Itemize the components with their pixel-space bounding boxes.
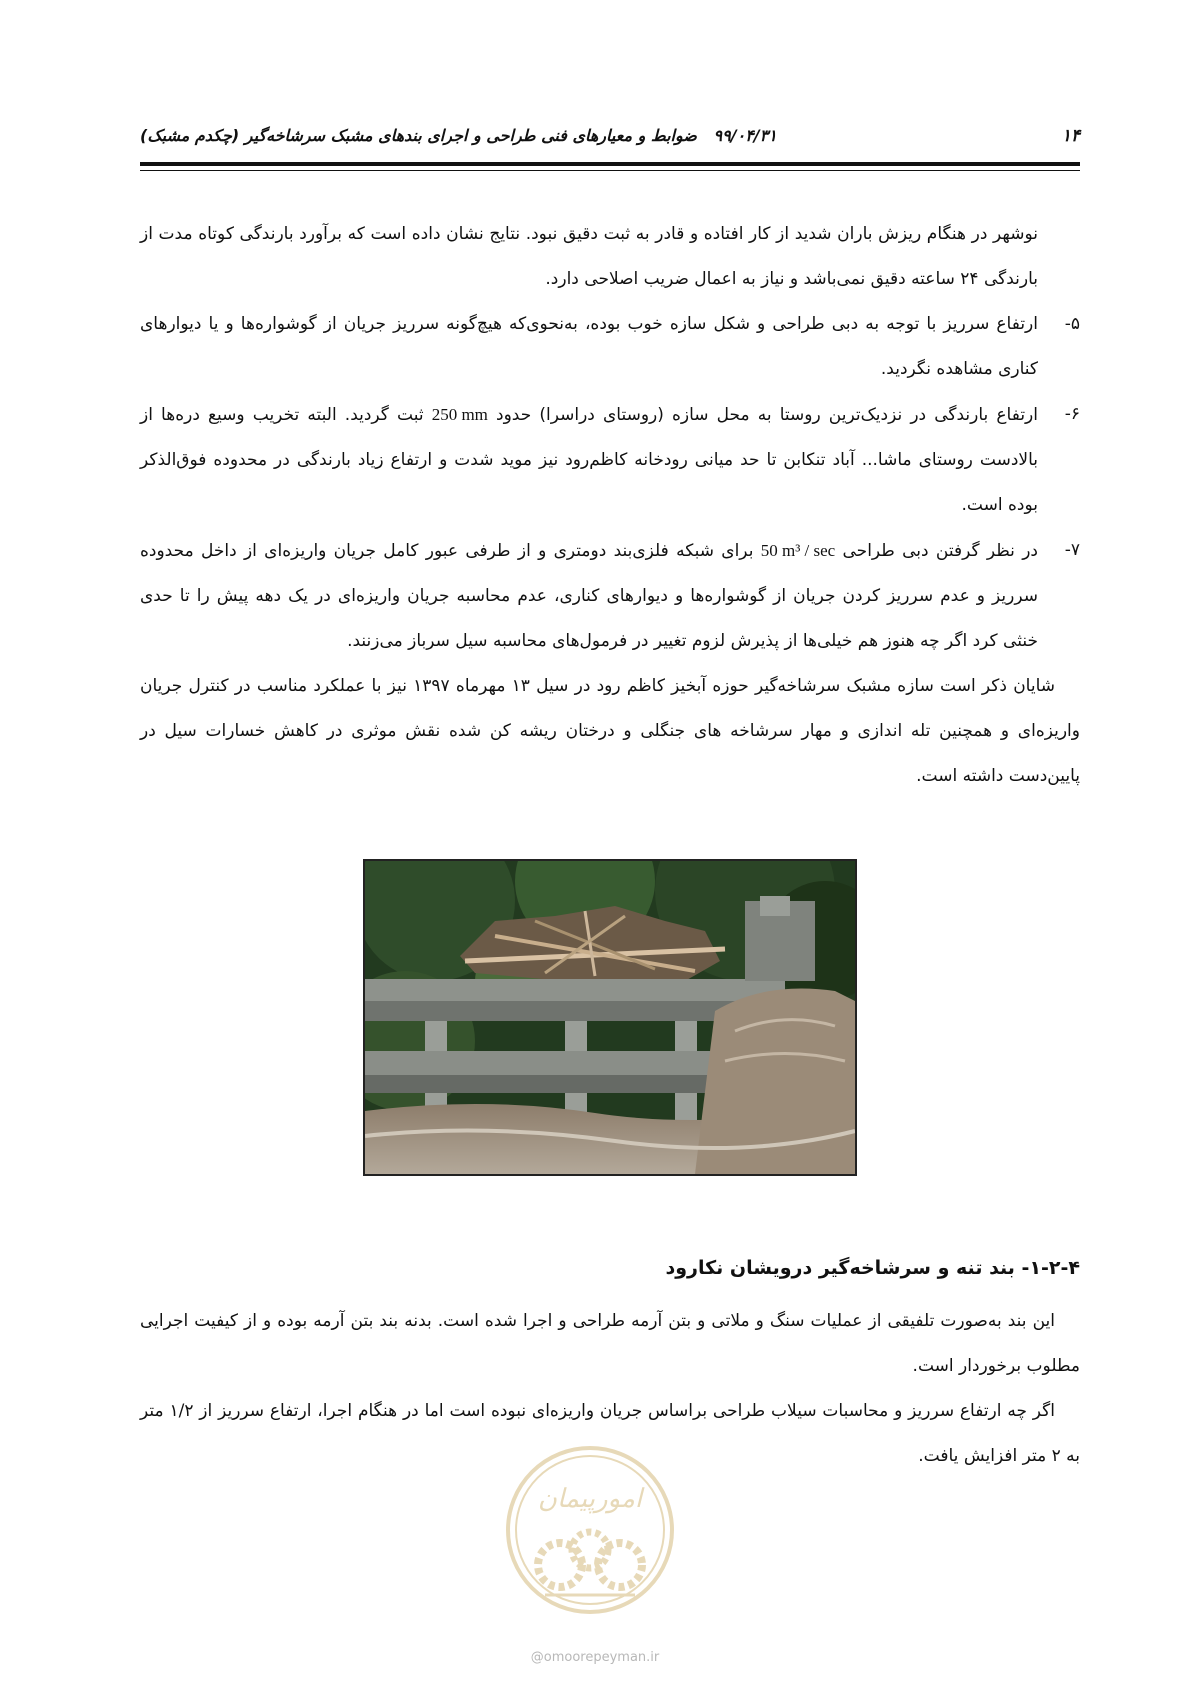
list-item-text: ارتفاع سرریز با توجه به دبی طراحی و شکل سازه خوب بوده، به‌نحوی‌که هیچ‌گونه سرریز جریان از گوشواره‌ها و یا دیوارهای کناری مشاهده نگردید.	[140, 314, 1038, 379]
section-paragraph-2: اگر چه ارتفاع سرریز و محاسبات سیلاب طراحی براساس جریان واریزه‌ای نبوده است اما در هنگام اجرا، ارتفاع سرریز از ۱/۲ متر به ۲ متر افزایش یافت.	[140, 1401, 1080, 1466]
continuation-text: نوشهر در هنگام ریزش باران شدید از کار افتاده و قادر به ثبت دقیق نبود. نتایج نشان داده است که برآورد بارندگی کوتاه مدت از بارندگی ۲۴ ساعته دقیق نمی‌باشد و نیاز به اعمال ضریب اصلاحی دارد.	[140, 224, 1038, 289]
list-item-6	[140, 392, 1080, 528]
list-item-text-a: ارتفاع بارندگی در نزدیک‌ترین روستا به محل سازه (روستای دراسرا) حدود	[496, 405, 1038, 425]
flood-debris-dam-photo	[363, 859, 857, 1176]
list-number: ۷-	[1064, 540, 1080, 560]
upper-body	[140, 212, 1080, 799]
watermark-site: @omoorepeyman.ir	[530, 1650, 660, 1665]
header-date: ۹۹/۰۴/۳۱	[713, 126, 777, 145]
lower-body	[140, 1232, 1080, 1479]
list-item-text-b: ثبت گردید. البته تخریب وسیع دره‌ها از بالادست روستای ماشا... آباد تنکابن تا حد میانی رودخانه کاظم‌رود نیز موید شدت و ارتفاع زیاد بارندگی در محدوده فوق‌الذکر بوده است.	[140, 405, 1038, 515]
list-item-7	[140, 528, 1080, 664]
gear-scales-logo	[505, 1445, 675, 1615]
list-item-text-b: برای شبکه فلزی‌بند دومتری و از طرفی عبور کامل جریان واریزه‌ای از داخل محدوده سرریز و عدم سرریز کردن جریان از گوشواره‌ها و دیوارهای کناری، عدم محاسبه جریان واریزه‌ای در یک دهه پیش را تا حدی خنثی کرد اگر چه هنوز هم خیلی‌ها از پذیرش لزوم تغییر در فرمول‌های محاسبه سیل سرباز می‌زنند.	[140, 541, 1038, 651]
page-number: ۱۴	[1061, 126, 1080, 146]
section-paragraph-1: این بند به‌صورت تلفیقی از عملیات سنگ و ملاتی و بتن آرمه طراحی و اجرا شده است. بدنه بند بتن آرمه بوده و از کیفیت اجرایی مطلوب برخوردار است.	[140, 1311, 1080, 1376]
header-title-text: ضوابط و معیارهای فنی طراحی و اجرای بندهای مشبک سرشاخه‌گیر (چکدم مشبک)	[140, 126, 697, 145]
section-heading: ۱-۲-۴- بند تنه و سرشاخه‌گیر درویشان نکارود	[665, 1257, 1080, 1279]
summary-paragraph: شایان ذکر است سازه مشبک سرشاخه‌گیر حوزه آبخیز کاظم رود در سیل ۱۳ مهرماه ۱۳۹۷ نیز با عملکرد مناسب در کنترل جریان واریزه‌ای و همچنین تله اندازی و مهار سرشاخه های جنگلی و درختان ریشه کن شده نقش موثری در کاهش خسارات سیل در پایین‌دست داشته است.	[140, 676, 1080, 786]
list-item-text-a: در نظر گرفتن دبی طراحی	[842, 541, 1038, 561]
discharge-value: 50 m³ / sec	[760, 541, 836, 560]
page-header	[140, 126, 1080, 156]
header-rule-thick	[140, 162, 1080, 166]
header-rule-thin	[140, 170, 1080, 171]
header-title	[140, 126, 777, 145]
rainfall-value: 250 mm	[431, 405, 488, 424]
list-item-5	[140, 302, 1080, 392]
list-number: ۶-	[1064, 404, 1080, 424]
list-number: ۵-	[1064, 314, 1080, 334]
watermark-logo	[505, 1445, 675, 1615]
watermark-text: امورپیمان	[537, 1484, 643, 1514]
